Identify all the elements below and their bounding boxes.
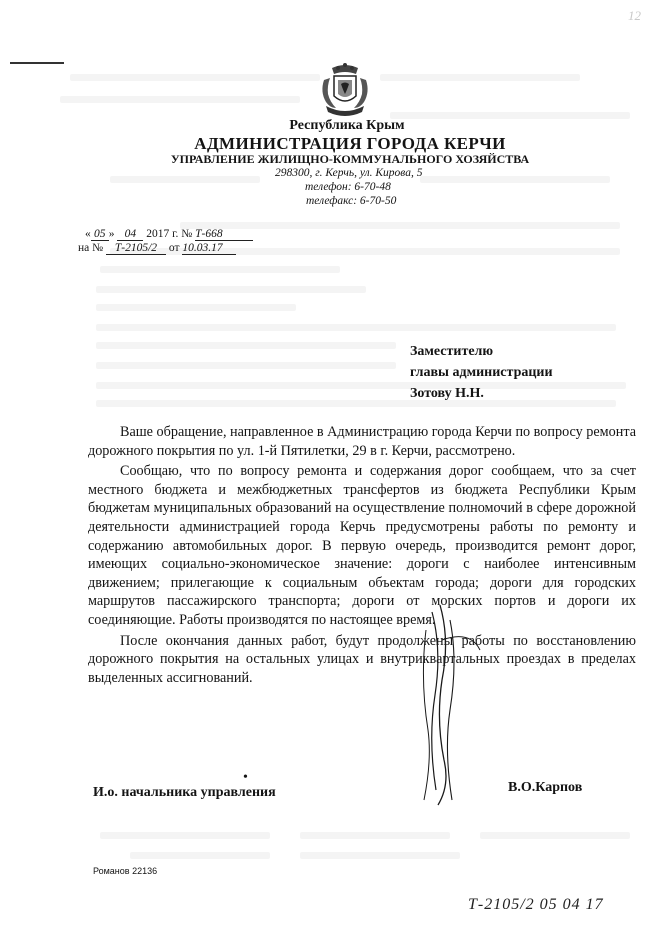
signatory-name: В.О.Карпов <box>508 780 583 795</box>
addressee-line1: Заместителю <box>410 344 494 359</box>
header-admin: АДМИНИСТРАЦИЯ ГОРОДА КЕРЧИ <box>194 134 506 153</box>
outgoing-registration: « 05 » 04 2017 г. № Т-668 <box>85 228 253 241</box>
reference-registration: на № Т-2105/2 от 10.03.17 <box>78 242 236 255</box>
body-paragraph: Ваше обращение, направленное в Администрацию города Керчи по вопросу ремонта дорожного покрытия по ул. 1-й Пятилетки, 29 в г. Керчи, рассмотрено. <box>88 424 636 459</box>
ref-date: 10.03.17 <box>182 242 236 255</box>
header-region: Республика Крым <box>289 118 405 133</box>
signatory-title: И.о. начальника управления <box>93 785 276 800</box>
header-address: 298300, г. Керчь, ул. Кирова, 5 <box>275 167 423 179</box>
reg-out-number: Т-668 <box>195 228 253 241</box>
coat-of-arms-icon <box>316 62 374 120</box>
addressee-block <box>410 341 553 404</box>
reg-year: 2017 г. № <box>146 228 193 240</box>
scan-margin-mark <box>10 62 64 64</box>
executor-note: Романов 22136 <box>93 866 158 876</box>
signature-mark: • <box>243 770 248 785</box>
reg-month: 04 <box>117 228 143 241</box>
header-phone: телефон: 6-70-48 <box>305 181 391 193</box>
addressee-line3: Зотову Н.Н. <box>410 386 484 401</box>
corner-mark: 12 <box>628 8 641 23</box>
ref-number: Т-2105/2 <box>106 242 166 255</box>
header-fax: телефакс: 6-70-50 <box>306 195 397 207</box>
body-paragraph: После окончания данных работ, будут продолжены работы по восстановлению дорожного покрытия на остальных улицах и внутриквартальных проездах в пределах выделенных ассигнований. <box>88 632 636 686</box>
letter-body <box>88 423 636 687</box>
reg-day: 05 <box>91 228 109 241</box>
header-department: УПРАВЛЕНИЕ ЖИЛИЩНО-КОММУНАЛЬНОГО ХОЗЯЙСТВА <box>170 152 530 166</box>
handwritten-registration-note: Т-2105/2 05 04 17 <box>468 896 604 913</box>
body-paragraph: Сообщаю, что по вопросу ремонта и содержания дорог сообщаем, что за счет местного бюджета и межбюджетных трансфертов из бюджета Республики Крым бюджетам муниципальных образований на осуществление полномочий в сфере дорожной деятельности администрацией города Керчь предусмотрены работы по ремонту и содержанию автомобильных дорог. В первую очередь, производится ремонт дорог, имеющих социально-экономическое значение: дороги с наиболее интенсивным движением; прилегающие к социальным объектам города; дороги для городских маршрутов пассажирского транспорта; дороги от морских портов и дороги их соединяющие. Работы производятся по настоящее время. <box>88 463 636 628</box>
handwritten-signature <box>380 600 520 810</box>
addressee-line2: главы администрации <box>410 365 553 380</box>
